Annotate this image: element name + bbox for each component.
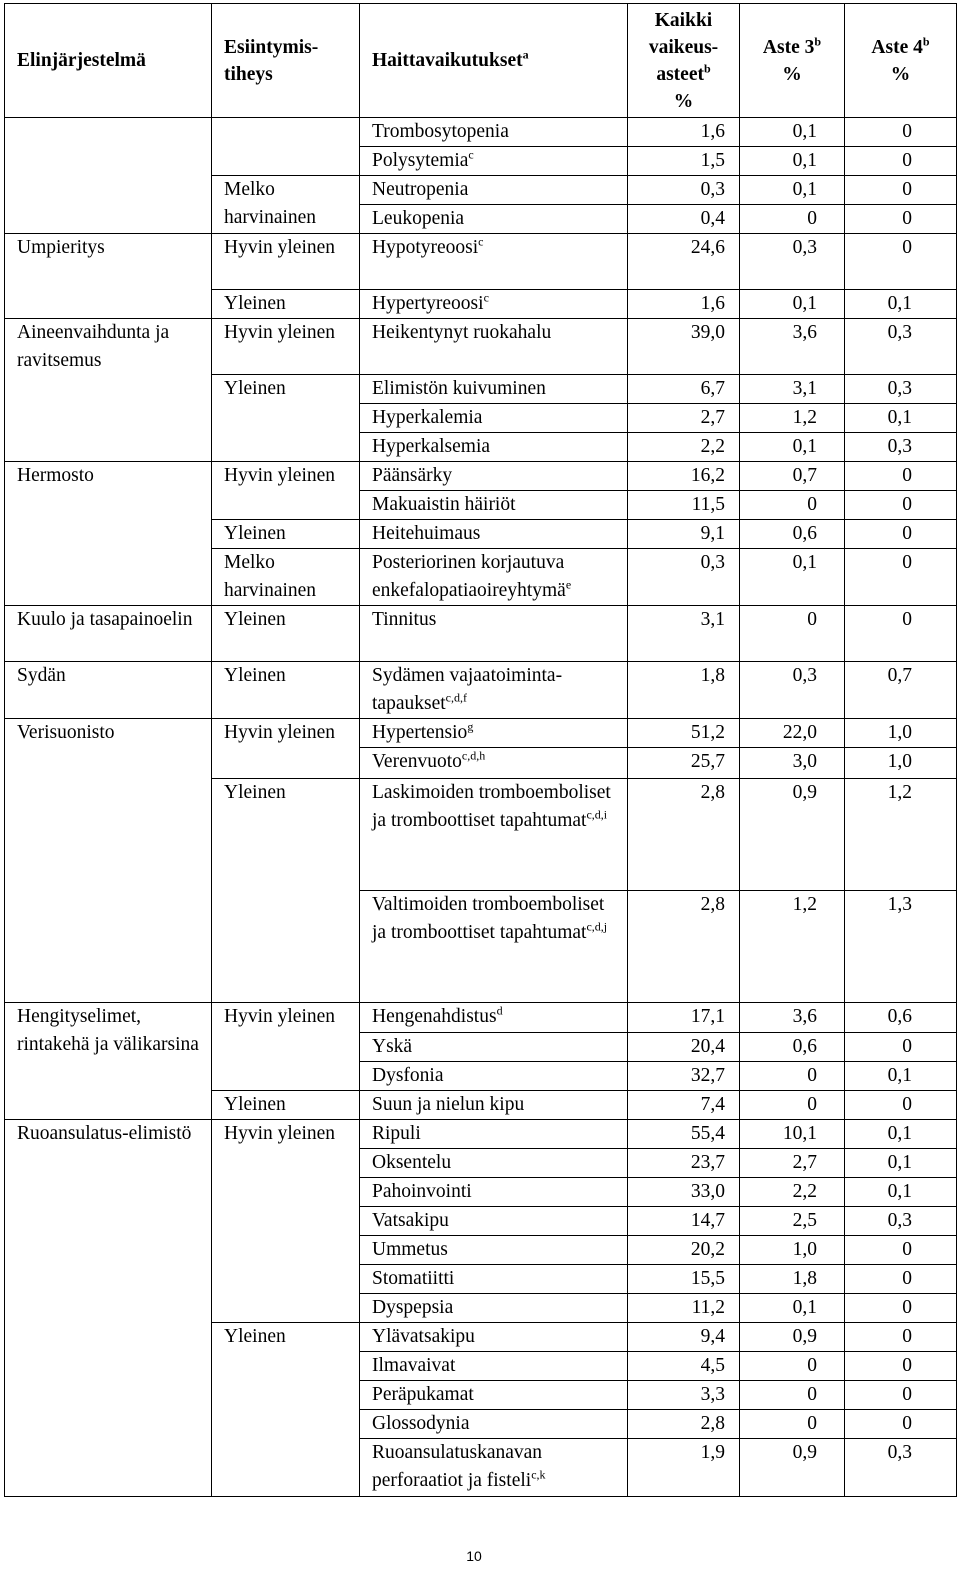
grade3-cell: 0,3 — [740, 234, 845, 290]
table-row — [5, 1003, 957, 1033]
frequency-cell: Hyvin yleinen — [212, 1120, 360, 1323]
adverse-reaction-label: Ripuli — [372, 1123, 421, 1144]
adverse-reaction-label: Glossodynia — [372, 1413, 470, 1434]
adverse-reaction-label: Hyperkalemia — [372, 407, 483, 428]
adverse-reaction-cell — [360, 1439, 628, 1497]
adverse-reaction-cell — [360, 1381, 628, 1410]
grade3-cell: 2,2 — [740, 1178, 845, 1207]
footnote-marker: c,d,f — [445, 690, 467, 705]
grade4-cell: 0 — [845, 1033, 957, 1062]
all-grades-cell: 23,7 — [628, 1149, 740, 1178]
grade3-cell: 0,9 — [740, 1439, 845, 1497]
system-cell: Sydän — [5, 662, 212, 719]
frequency-cell: Yleinen — [212, 290, 360, 319]
grade4-cell: 0 — [845, 491, 957, 520]
all-grades-cell: 24,6 — [628, 234, 740, 290]
all-grades-cell: 14,7 — [628, 1207, 740, 1236]
all-grades-cell: 1,9 — [628, 1439, 740, 1497]
system-cell: Hermosto — [5, 462, 212, 606]
grade3-cell: 0,1 — [740, 290, 845, 319]
adverse-reaction-cell — [360, 719, 628, 748]
header-grade4: Aste 4$^b$ % — [845, 4, 957, 118]
frequency-cell: Hyvin yleinen — [212, 462, 360, 520]
grade4-cell: 0,1 — [845, 1149, 957, 1178]
adverse-reaction-label: Polysytemia — [372, 150, 469, 171]
adverse-reaction-label: Verenvuoto — [372, 751, 462, 772]
adverse-reaction-cell — [360, 375, 628, 404]
table-body — [5, 118, 957, 1497]
grade4-cell: 0 — [845, 1323, 957, 1352]
grade4-cell: 0 — [845, 549, 957, 606]
footnote-marker: c,d,i — [586, 807, 608, 822]
grade3-cell: 0,1 — [740, 549, 845, 606]
grade4-cell: 0,1 — [845, 404, 957, 433]
grade4-cell: 0 — [845, 1381, 957, 1410]
all-grades-cell: 32,7 — [628, 1062, 740, 1091]
system-cell: Ruoansulatus-elimistö — [5, 1120, 212, 1497]
grade3-cell: 0,6 — [740, 1033, 845, 1062]
adverse-reaction-label: Päänsärky — [372, 465, 453, 486]
frequency-cell: Hyvin yleinen — [212, 719, 360, 779]
footnote-marker: c,d,h — [461, 748, 486, 763]
adverse-reaction-label: Posteriorinen korjautuva enkefalopatiaoireyhtymä — [372, 552, 566, 601]
adverse-reaction-cell — [360, 1410, 628, 1439]
frequency-cell: Yleinen — [212, 606, 360, 662]
frequency-cell: Yleinen — [212, 1091, 360, 1120]
adverse-reaction-label: Peräpukamat — [372, 1384, 474, 1405]
all-grades-cell: 4,5 — [628, 1352, 740, 1381]
adverse-reaction-cell — [360, 319, 628, 375]
grade4-cell: 0 — [845, 1410, 957, 1439]
grade3-cell: 1,2 — [740, 404, 845, 433]
adverse-reaction-cell — [360, 748, 628, 779]
adverse-reaction-label: Ylävatsakipu — [372, 1326, 475, 1347]
grade4-cell: 1,0 — [845, 719, 957, 748]
footnote-marker: c — [478, 234, 484, 249]
adverse-reaction-label: Ruoansulatuskanavan perforaatiot ja fisteli — [372, 1442, 543, 1491]
adverse-reaction-label: Leukopenia — [372, 208, 465, 229]
grade3-cell: 3,0 — [740, 748, 845, 779]
grade4-cell: 0,6 — [845, 1003, 957, 1033]
table-row — [5, 1120, 957, 1149]
adverse-reaction-cell — [360, 1178, 628, 1207]
grade3-cell: 0,6 — [740, 520, 845, 549]
all-grades-cell: 17,1 — [628, 1003, 740, 1033]
all-grades-cell: 9,1 — [628, 520, 740, 549]
header-adverse-reactions: Haittavaikutukset$^a$ — [360, 4, 628, 118]
adverse-reaction-cell — [360, 462, 628, 491]
all-grades-cell: 1,8 — [628, 662, 740, 719]
adverse-reaction-cell — [360, 433, 628, 462]
adverse-reaction-label: Hypotyreoosi — [372, 237, 479, 258]
adverse-reaction-label: Suun ja nielun kipu — [372, 1094, 525, 1115]
frequency-cell: Yleinen — [212, 375, 360, 462]
grade4-cell: 0,1 — [845, 1120, 957, 1149]
all-grades-cell: 55,4 — [628, 1120, 740, 1149]
grade3-cell: 0 — [740, 606, 845, 662]
grade3-cell: 10,1 — [740, 1120, 845, 1149]
header-system: Elinjärjestelmä — [5, 4, 212, 118]
grade3-cell: 3,6 — [740, 1003, 845, 1033]
grade3-cell: 0 — [740, 1091, 845, 1120]
all-grades-cell: 51,2 — [628, 719, 740, 748]
grade3-cell: 1,0 — [740, 1236, 845, 1265]
table-row — [5, 719, 957, 748]
grade4-cell: 0,1 — [845, 1062, 957, 1091]
system-cell — [5, 118, 212, 234]
grade3-cell: 0 — [740, 1062, 845, 1091]
grade4-cell: 0 — [845, 147, 957, 176]
all-grades-cell: 7,4 — [628, 1091, 740, 1120]
adverse-reaction-label: Valtimoiden tromboemboliset ja tromboottiset tapahtumat — [372, 894, 605, 943]
all-grades-cell: 6,7 — [628, 375, 740, 404]
adverse-reaction-label: Hengenahdistus — [372, 1006, 497, 1027]
adverse-reaction-label: Hypertensio — [372, 722, 468, 743]
grade3-cell: 3,1 — [740, 375, 845, 404]
all-grades-cell: 0,3 — [628, 176, 740, 205]
header-frequency: Esiintymis-tiheys — [212, 4, 360, 118]
grade3-cell: 0,1 — [740, 176, 845, 205]
grade4-cell: 0,1 — [845, 290, 957, 319]
adverse-reaction-cell — [360, 1207, 628, 1236]
all-grades-cell: 3,1 — [628, 606, 740, 662]
all-grades-cell: 2,8 — [628, 779, 740, 891]
footnote-marker: c — [483, 290, 489, 305]
table-row — [5, 662, 957, 719]
frequency-cell: Melko harvinainen — [212, 176, 360, 234]
grade3-cell: 0 — [740, 1410, 845, 1439]
adverse-reaction-cell — [360, 662, 628, 719]
adverse-reaction-label: Ummetus — [372, 1239, 448, 1260]
all-grades-cell: 39,0 — [628, 319, 740, 375]
frequency-cell — [212, 118, 360, 176]
grade4-cell: 0,3 — [845, 375, 957, 404]
adverse-reaction-cell — [360, 1033, 628, 1062]
system-cell: Aineenvaihdunta ja ravitsemus — [5, 319, 212, 462]
frequency-cell: Melko harvinainen — [212, 549, 360, 606]
all-grades-cell: 2,2 — [628, 433, 740, 462]
system-cell: Verisuonisto — [5, 719, 212, 1003]
adverse-reaction-label: Hypertyreoosi — [372, 293, 484, 314]
system-cell: Hengityselimet, rintakehä ja välikarsina — [5, 1003, 212, 1120]
grade3-cell: 2,5 — [740, 1207, 845, 1236]
adverse-reaction-cell — [360, 205, 628, 234]
grade4-cell: 1,2 — [845, 779, 957, 891]
grade4-cell: 1,3 — [845, 891, 957, 1003]
grade4-cell: 0 — [845, 1294, 957, 1323]
all-grades-cell: 16,2 — [628, 462, 740, 491]
grade4-cell: 0 — [845, 205, 957, 234]
adverse-reaction-cell — [360, 891, 628, 1003]
all-grades-cell: 20,4 — [628, 1033, 740, 1062]
grade3-cell: 3,6 — [740, 319, 845, 375]
grade4-cell: 0 — [845, 1265, 957, 1294]
grade3-cell: 0,1 — [740, 147, 845, 176]
adverse-reaction-label: Yskä — [372, 1036, 413, 1057]
footnote-marker: c — [468, 147, 474, 162]
adverse-reaction-label: Dysfonia — [372, 1065, 444, 1086]
adverse-reaction-cell — [360, 290, 628, 319]
grade3-cell: 0,9 — [740, 779, 845, 891]
adverse-reaction-cell — [360, 404, 628, 433]
adverse-reaction-label: Neutropenia — [372, 179, 469, 200]
adverse-reaction-label: Trombosytopenia — [372, 121, 509, 142]
grade3-cell: 0,1 — [740, 1294, 845, 1323]
adverse-reaction-label: Dyspepsia — [372, 1297, 454, 1318]
all-grades-cell: 2,8 — [628, 891, 740, 1003]
grade4-cell: 0 — [845, 520, 957, 549]
frequency-cell: Yleinen — [212, 520, 360, 549]
adverse-reaction-cell — [360, 779, 628, 891]
grade4-cell: 1,0 — [845, 748, 957, 779]
adverse-reaction-cell — [360, 176, 628, 205]
adverse-reaction-cell — [360, 520, 628, 549]
grade4-cell: 0 — [845, 1236, 957, 1265]
grade4-cell: 0 — [845, 1352, 957, 1381]
grade4-cell: 0 — [845, 118, 957, 147]
grade3-cell: 0 — [740, 491, 845, 520]
adverse-reaction-cell — [360, 606, 628, 662]
grade4-cell: 0 — [845, 234, 957, 290]
system-cell: Umpieritys — [5, 234, 212, 319]
grade3-cell: 0 — [740, 205, 845, 234]
adverse-reaction-cell — [360, 1091, 628, 1120]
grade3-cell: 0 — [740, 1352, 845, 1381]
footnote-marker: d — [496, 1003, 503, 1018]
adverse-reaction-label: Oksentelu — [372, 1152, 452, 1173]
page-number: 10 — [466, 1548, 482, 1564]
adverse-reaction-cell — [360, 147, 628, 176]
all-grades-cell: 25,7 — [628, 748, 740, 779]
adverse-reaction-cell — [360, 1236, 628, 1265]
adverse-reaction-label: Makuaistin häiriöt — [372, 494, 516, 515]
grade4-cell: 0 — [845, 462, 957, 491]
adverse-reaction-cell — [360, 549, 628, 606]
all-grades-cell: 1,5 — [628, 147, 740, 176]
header-row — [5, 4, 957, 118]
frequency-cell: Hyvin yleinen — [212, 1003, 360, 1091]
grade4-cell: 0,3 — [845, 1439, 957, 1497]
adverse-reaction-label: Pahoinvointi — [372, 1181, 472, 1202]
grade4-cell: 0,3 — [845, 319, 957, 375]
grade3-cell: 0,7 — [740, 462, 845, 491]
adverse-reaction-cell — [360, 1120, 628, 1149]
grade4-cell: 0 — [845, 176, 957, 205]
table-row — [5, 606, 957, 662]
all-grades-cell: 1,6 — [628, 118, 740, 147]
adverse-reaction-label: Vatsakipu — [372, 1210, 449, 1231]
adverse-reaction-cell — [360, 1062, 628, 1091]
grade4-cell: 0,1 — [845, 1178, 957, 1207]
frequency-cell: Yleinen — [212, 662, 360, 719]
adverse-reaction-label: Laskimoiden tromboemboliset ja tromboottiset tapahtumat — [372, 782, 611, 831]
table-row — [5, 319, 957, 375]
adverse-reaction-cell — [360, 234, 628, 290]
grade3-cell: 0,1 — [740, 118, 845, 147]
all-grades-cell: 0,3 — [628, 549, 740, 606]
all-grades-cell: 15,5 — [628, 1265, 740, 1294]
frequency-cell: Yleinen — [212, 779, 360, 1003]
grade3-cell: 1,8 — [740, 1265, 845, 1294]
adverse-reaction-label: Tinnitus — [372, 609, 437, 630]
frequency-cell: Hyvin yleinen — [212, 319, 360, 375]
grade4-cell: 0 — [845, 606, 957, 662]
all-grades-cell: 11,5 — [628, 491, 740, 520]
grade4-cell: 0 — [845, 1091, 957, 1120]
all-grades-cell: 3,3 — [628, 1381, 740, 1410]
adverse-reaction-label: Sydämen vajaatoiminta-tapaukset — [372, 665, 563, 714]
adverse-reaction-cell — [360, 1265, 628, 1294]
all-grades-cell: 0,4 — [628, 205, 740, 234]
frequency-cell: Hyvin yleinen — [212, 234, 360, 290]
adverse-reaction-cell — [360, 491, 628, 520]
adverse-reaction-label: Hyperkalsemia — [372, 436, 491, 457]
grade4-cell: 0,7 — [845, 662, 957, 719]
footnote-marker: c,k — [531, 1467, 546, 1482]
adverse-reaction-cell — [360, 1352, 628, 1381]
header-grade3: Aste 3$^b$ % — [740, 4, 845, 118]
grade3-cell: 1,2 — [740, 891, 845, 1003]
all-grades-cell: 20,2 — [628, 1236, 740, 1265]
all-grades-cell: 1,6 — [628, 290, 740, 319]
grade4-cell: 0,3 — [845, 1207, 957, 1236]
all-grades-cell: 11,2 — [628, 1294, 740, 1323]
table-row — [5, 234, 957, 290]
all-grades-cell: 2,8 — [628, 1410, 740, 1439]
footnote-marker: e — [565, 577, 572, 592]
adverse-reaction-label: Ilmavaivat — [372, 1355, 456, 1376]
header-all-grades: Kaikki vaikeus-asteet$^b$ % — [628, 4, 740, 118]
grade3-cell: 2,7 — [740, 1149, 845, 1178]
footnote-marker: g — [467, 719, 474, 734]
table-row — [5, 118, 957, 147]
grade3-cell: 22,0 — [740, 719, 845, 748]
grade4-cell: 0,3 — [845, 433, 957, 462]
grade3-cell: 0 — [740, 1381, 845, 1410]
table-row — [5, 462, 957, 491]
grade3-cell: 0,9 — [740, 1323, 845, 1352]
adverse-reaction-cell — [360, 1149, 628, 1178]
adverse-reaction-label: Elimistön kuivuminen — [372, 378, 546, 399]
adverse-reaction-cell — [360, 1323, 628, 1352]
adverse-reaction-cell — [360, 1294, 628, 1323]
all-grades-cell: 9,4 — [628, 1323, 740, 1352]
all-grades-cell: 2,7 — [628, 404, 740, 433]
footnote-marker: c,d,j — [586, 919, 608, 934]
adverse-reaction-label: Heikentynyt ruokahalu — [372, 322, 552, 343]
adverse-reaction-cell — [360, 1003, 628, 1033]
grade3-cell: 0,3 — [740, 662, 845, 719]
adverse-reactions-table — [4, 3, 957, 1497]
frequency-cell: Yleinen — [212, 1323, 360, 1497]
all-grades-cell: 33,0 — [628, 1178, 740, 1207]
adverse-reaction-cell — [360, 118, 628, 147]
adverse-reaction-label: Heitehuimaus — [372, 523, 481, 544]
system-cell: Kuulo ja tasapainoelin — [5, 606, 212, 662]
adverse-reaction-label: Stomatiitti — [372, 1268, 455, 1289]
grade3-cell: 0,1 — [740, 433, 845, 462]
